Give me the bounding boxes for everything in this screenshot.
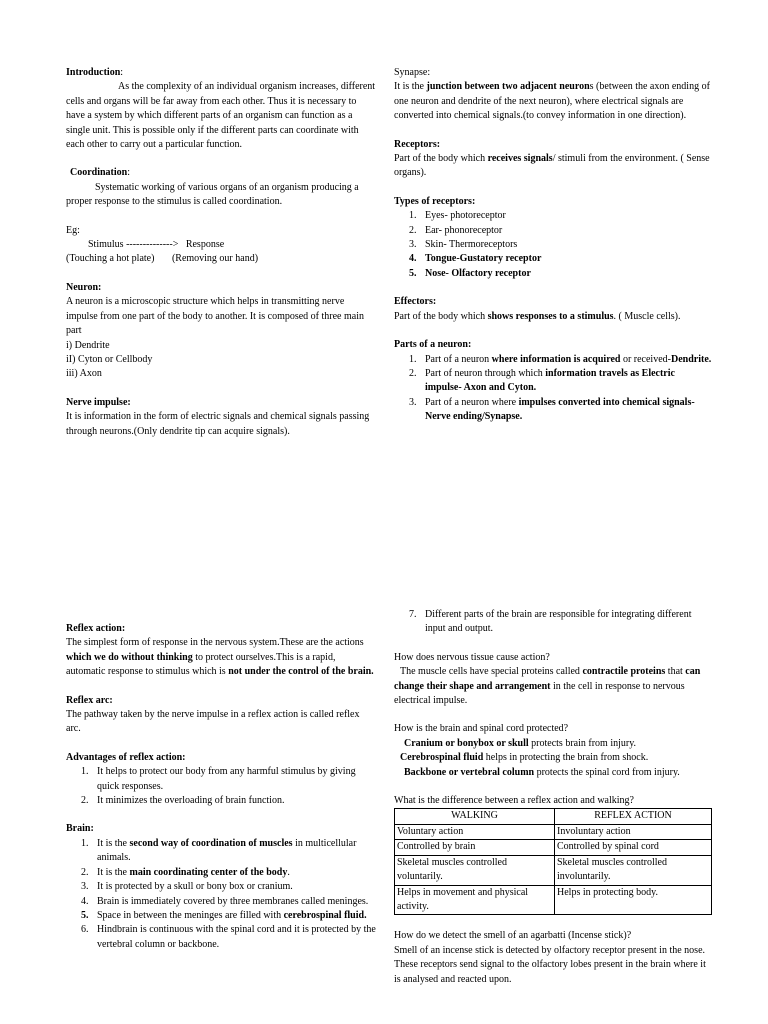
list-item: 2. Ear- phonoreceptor [409,224,503,236]
neuron-heading: Neuron: [66,281,102,293]
neuron-part: i) Dendrite [66,339,110,351]
list-item: 6. Hindbrain is continuous with the spinal cord and it is protected by the vertebral column or backbone. [81,924,376,950]
table-header: WALKING [395,809,555,824]
types-of-receptors-heading: Types of receptors: [394,195,476,207]
coordination-text: Systematic working of various organs of an organism producing a proper response to the stimulus is called coordination. [66,181,359,208]
list-item: 1. It is the second way of coordination of muscles in multicellular animals. [81,837,357,864]
effectors-text: Part of the body which shows responses to a stimulus. ( Muscle cells). [394,310,681,322]
table-row [395,840,712,855]
reflex-action-heading: Reflex action: [66,623,126,634]
example-line-2: (Touching a hot plate) (Removing our hand) [66,253,259,265]
example-line-1: Stimulus --------------> Response [88,239,225,251]
neuron-part: iii) Axon [66,368,102,380]
intro-heading: Introduction [66,67,121,78]
example-label: Eg: [66,224,80,236]
top-left-column [66,66,376,439]
list-item: 3. Skin- Thermoreceptors [409,239,518,251]
parts-of-neuron-list [394,353,712,425]
nervous-action-question: How does nervous tissue cause action? [394,651,550,663]
synapse-heading: Synapse [394,67,428,78]
synapse-text: It is the junction between two adjacent neurons (between the axon ending of one neuron and dendrite of the next neuron), where electrical signals are converted into chemical signals.(to convey information in one direction). [394,81,710,122]
list-item: 5. Space in between the meninges are filled with cerebrospinal fluid. [81,909,367,921]
list-item: 3. It is protected by a skull or bony box or cranium. [81,881,293,893]
advantages-list [66,765,376,808]
reflex-arc-heading: Reflex arc: [66,694,113,706]
bottom-right-column [394,608,712,987]
table-cell: Skeletal muscles controlled involuntarily. [555,855,712,885]
receptor-list [394,209,712,281]
advantages-heading: Advantages of reflex action: [66,751,186,763]
table-cell: Voluntary action [395,824,555,839]
list-item: 3. Part of a neuron where impulses converted into chemical signals- Nerve ending/Synapse. [409,396,695,423]
list-item: 4. Tongue-Gustatory receptor [409,253,542,265]
nerve-impulse-text: It is information in the form of electric signals and chemical signals passing through neurons.(Only dendrite tip can acquire signals). [66,411,370,437]
top-right-column [394,66,712,425]
protection-line: Backbone or vertebral column protects the spinal cord from injury. [404,766,680,778]
effectors-heading: Effectors: [394,296,437,308]
table-cell: Helps in movement and physical activity. [395,885,555,915]
receptors-text: Part of the body which receives signals/ stimuli from the environment. ( Sense organs). [394,153,710,179]
table-cell: Involuntary action [555,824,712,839]
smell-text: Smell of an incense stick is detected by olfactory receptor present in the nose. These receptors send signal to the olfactory lobes present in the brain where it is analysed and reacted upon. [394,944,706,985]
table-cell: Controlled by spinal cord [555,840,712,855]
table-cell: Helps in protecting body. [555,885,712,915]
table-header: REFLEX ACTION [555,809,712,824]
intro-section: Introduction: [66,67,124,78]
coordination-heading: Coordination [70,167,128,179]
table-row [395,855,712,885]
brain-heading: Brain: [66,823,94,835]
list-item: 5. Nose- Olfactory receptor [409,267,531,279]
protection-line: Cranium or bonybox or skull protects brain from injury. [404,737,637,749]
reflex-arc-text: The pathway taken by the nerve impulse in a reflex action is called reflex arc. [66,709,360,735]
table-cell: Controlled by brain [395,840,555,855]
smell-question: How do we detect the smell of an agarbatti (Incense stick)? [394,930,632,942]
receptors-heading: Receptors: [394,138,441,150]
protection-question: How is the brain and spinal cord protected? [394,723,569,735]
reflex-action-text: The simplest form of response in the nervous system.These are the actions which we do without thinking to protect ourselves.This is a rapid, automatic response to stimulus which is not under the control of the brain. [66,637,374,678]
table-cell: Skeletal muscles controlled voluntarily. [395,855,555,885]
protection-line: Cerebrospinal fluid helps in protecting the brain from shock. [400,752,649,764]
synapse-section: Synapse: [394,67,431,78]
bottom-left-column [66,622,376,952]
list-item: 2. It is the main coordinating center of the body. [81,866,290,878]
list-item: 1. Part of a neuron where information is acquired or received-Dendrite. [409,353,712,365]
list-item: 1. Eyes- photoreceptor [409,210,506,222]
parts-of-neuron-heading: Parts of a neuron: [394,339,472,351]
brain-list [66,837,376,952]
table-row [395,885,712,915]
list-item: 4. Brain is immediately covered by three membranes called meninges. [81,895,369,907]
brain-list-continued [394,608,712,637]
list-item: 1. It helps to protect our body from any harmful stimulus by giving quick responses. [81,766,356,792]
table-row [395,824,712,839]
list-item: 7. Different parts of the brain are responsible for integrating different input and output. [409,609,692,635]
neuron-text: A neuron is a microscopic structure which helps in transmitting nerve impulse from one part of the body to another. It is composed of three main part [66,296,364,337]
comparison-question: What is the difference between a reflex action and walking? [394,795,634,807]
comparison-table [394,808,712,915]
coordination-section: Coordination: [70,167,131,179]
table-header-row [395,809,712,824]
intro-text: As the complexity of an individual organism increases, different cells and organs will be far away from each other. Thus it is necessary to have a system by which different parts of an organism can function as a single unit. This is possible only if the different parts can coordinate with each other to carry out a particular function. [66,81,376,151]
list-item: 2. Part of neuron through which information travels as Electric impulse- Axon and Cyton. [409,367,675,394]
nerve-impulse-heading: Nerve impulse: [66,396,131,408]
list-item: 2. It minimizes the overloading of brain function. [81,795,285,807]
nervous-action-text: The muscle cells have special proteins called contractile proteins that can change their shape and arrangement in the cell in response to nervous electrical impulse. [394,666,701,707]
neuron-part: iI) Cyton or Cellbody [66,353,153,365]
